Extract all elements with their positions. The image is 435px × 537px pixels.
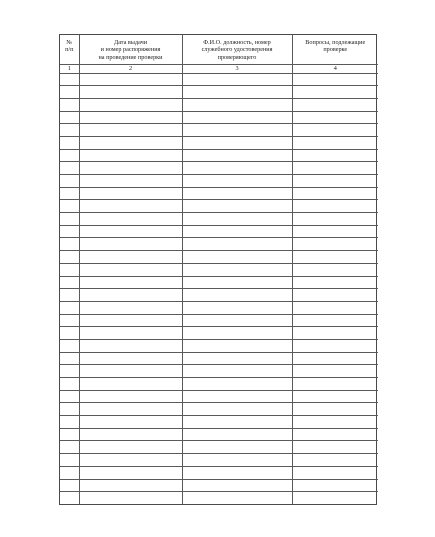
header-questions: Вопросы, подлежащие проверке (292, 35, 378, 64)
table-cell[interactable] (60, 263, 79, 276)
table-cell[interactable] (292, 263, 378, 276)
table-cell[interactable] (79, 441, 182, 454)
table-cell[interactable] (79, 276, 182, 289)
table-cell[interactable] (60, 428, 79, 441)
table-cell[interactable] (60, 492, 79, 505)
table-cell[interactable] (79, 111, 182, 124)
table-cell[interactable] (182, 365, 292, 378)
table-cell[interactable] (79, 492, 182, 505)
table-cell[interactable] (292, 301, 378, 314)
table-cell[interactable] (182, 73, 292, 86)
column-number: 3 (182, 64, 292, 73)
column-number-row (60, 64, 378, 73)
table-cell[interactable] (60, 73, 79, 86)
table-cell[interactable] (182, 479, 292, 492)
table-row (60, 175, 378, 188)
table-cell[interactable] (60, 149, 79, 162)
table-cell[interactable] (60, 301, 79, 314)
table-cell[interactable] (292, 454, 378, 467)
table-cell[interactable] (60, 238, 79, 251)
table-cell[interactable] (292, 314, 378, 327)
table-cell[interactable] (79, 175, 182, 188)
table-cell[interactable] (79, 225, 182, 238)
table-row (60, 111, 378, 124)
table-cell[interactable] (79, 365, 182, 378)
table-cell[interactable] (182, 466, 292, 479)
table-cell[interactable] (292, 225, 378, 238)
table-row (60, 73, 378, 86)
table-cell[interactable] (60, 352, 79, 365)
table-cell[interactable] (79, 200, 182, 213)
table-cell[interactable] (182, 301, 292, 314)
table-cell[interactable] (60, 98, 79, 111)
table-cell[interactable] (292, 200, 378, 213)
table-row (60, 416, 378, 429)
table-cell[interactable] (292, 187, 378, 200)
table-cell[interactable] (292, 149, 378, 162)
table-cell[interactable] (79, 479, 182, 492)
table-cell[interactable] (60, 162, 79, 175)
table-cell[interactable] (182, 403, 292, 416)
table-cell[interactable] (182, 339, 292, 352)
table-cell[interactable] (60, 339, 79, 352)
table-cell[interactable] (79, 301, 182, 314)
table-cell[interactable] (79, 187, 182, 200)
table-cell[interactable] (292, 327, 378, 340)
table-cell[interactable] (79, 352, 182, 365)
table-cell[interactable] (292, 238, 378, 251)
table-cell[interactable] (60, 175, 79, 188)
column-number: 4 (292, 64, 378, 73)
table-row (60, 136, 378, 149)
table-cell[interactable] (292, 365, 378, 378)
table-cell[interactable] (60, 390, 79, 403)
table-cell[interactable] (60, 200, 79, 213)
table-cell[interactable] (79, 339, 182, 352)
table-cell[interactable] (292, 73, 378, 86)
table-cell[interactable] (60, 466, 79, 479)
table-cell[interactable] (292, 403, 378, 416)
table-row (60, 466, 378, 479)
table-cell[interactable] (292, 276, 378, 289)
table-row (60, 390, 378, 403)
header-number: № п/п (60, 35, 79, 64)
table-cell[interactable] (60, 213, 79, 226)
table-cell[interactable] (182, 327, 292, 340)
table-cell[interactable] (79, 73, 182, 86)
table-cell[interactable] (292, 479, 378, 492)
table-cell[interactable] (292, 289, 378, 302)
table-row (60, 225, 378, 238)
table-cell[interactable] (292, 378, 378, 391)
table-cell[interactable] (182, 352, 292, 365)
table-row (60, 339, 378, 352)
table-cell[interactable] (182, 416, 292, 429)
table-row (60, 149, 378, 162)
header-row (60, 35, 378, 64)
table-cell[interactable] (182, 251, 292, 264)
table-cell[interactable] (60, 136, 79, 149)
table-row (60, 251, 378, 264)
header-order-date: Дата выдачи и номер распоряжения на проведение проверки (79, 35, 182, 64)
table-cell[interactable] (182, 390, 292, 403)
table-cell[interactable] (182, 276, 292, 289)
table-cell[interactable] (60, 416, 79, 429)
table-row (60, 200, 378, 213)
table-row (60, 263, 378, 276)
table-cell[interactable] (182, 162, 292, 175)
table-row (60, 86, 378, 99)
table-row (60, 403, 378, 416)
table-cell[interactable] (79, 86, 182, 99)
table-cell[interactable] (292, 98, 378, 111)
table-cell[interactable] (182, 314, 292, 327)
table-cell[interactable] (182, 175, 292, 188)
column-number: 2 (79, 64, 182, 73)
table-cell[interactable] (60, 365, 79, 378)
table-cell[interactable] (292, 428, 378, 441)
table-row (60, 441, 378, 454)
table-cell[interactable] (292, 86, 378, 99)
table-cell[interactable] (79, 263, 182, 276)
table-cell[interactable] (182, 98, 292, 111)
table-cell[interactable] (79, 238, 182, 251)
table-cell[interactable] (60, 479, 79, 492)
table-cell[interactable] (182, 378, 292, 391)
table-cell[interactable] (292, 136, 378, 149)
table-row (60, 187, 378, 200)
table-cell[interactable] (79, 327, 182, 340)
table-cell[interactable] (182, 111, 292, 124)
table-row (60, 289, 378, 302)
table-row (60, 98, 378, 111)
table-row (60, 238, 378, 251)
table-cell[interactable] (60, 251, 79, 264)
table-cell[interactable] (292, 162, 378, 175)
table-cell[interactable] (79, 454, 182, 467)
table-cell[interactable] (60, 327, 79, 340)
table-cell[interactable] (182, 187, 292, 200)
table-cell[interactable] (60, 378, 79, 391)
table-cell[interactable] (182, 200, 292, 213)
table-cell[interactable] (292, 441, 378, 454)
table-cell[interactable] (60, 289, 79, 302)
table-cell[interactable] (182, 441, 292, 454)
table-cell[interactable] (182, 124, 292, 137)
table-cell[interactable] (292, 339, 378, 352)
table-cell[interactable] (292, 111, 378, 124)
table-row (60, 428, 378, 441)
table-cell[interactable] (60, 441, 79, 454)
table-cell[interactable] (79, 466, 182, 479)
table-cell[interactable] (292, 492, 378, 505)
table-row (60, 454, 378, 467)
table-cell[interactable] (292, 213, 378, 226)
table-row (60, 276, 378, 289)
table-cell[interactable] (292, 175, 378, 188)
table-cell[interactable] (60, 276, 79, 289)
table-cell[interactable] (182, 454, 292, 467)
table-cell[interactable] (60, 225, 79, 238)
table-cell[interactable] (79, 149, 182, 162)
table-cell[interactable] (292, 416, 378, 429)
table-row (60, 365, 378, 378)
table-cell[interactable] (79, 251, 182, 264)
table-cell[interactable] (79, 390, 182, 403)
table-cell[interactable] (182, 263, 292, 276)
column-number: 1 (60, 64, 79, 73)
table-cell[interactable] (182, 136, 292, 149)
table-cell[interactable] (182, 492, 292, 505)
table-cell[interactable] (79, 378, 182, 391)
table-cell[interactable] (182, 86, 292, 99)
table-row (60, 124, 378, 137)
table-cell[interactable] (79, 289, 182, 302)
table-cell[interactable] (182, 225, 292, 238)
table-cell[interactable] (182, 213, 292, 226)
table-cell[interactable] (60, 187, 79, 200)
table-cell[interactable] (60, 124, 79, 137)
header-inspector: Ф.И.О. должность, номер служебного удостоверения проверяющего (182, 35, 292, 64)
table-cell[interactable] (79, 213, 182, 226)
table-cell[interactable] (292, 124, 378, 137)
table-cell[interactable] (79, 314, 182, 327)
table-cell[interactable] (182, 238, 292, 251)
table-cell[interactable] (60, 86, 79, 99)
table-cell[interactable] (292, 390, 378, 403)
table-row (60, 314, 378, 327)
table-cell[interactable] (79, 136, 182, 149)
table-row (60, 352, 378, 365)
table-cell[interactable] (182, 149, 292, 162)
table-cell[interactable] (182, 289, 292, 302)
table-cell[interactable] (79, 428, 182, 441)
table-cell[interactable] (79, 98, 182, 111)
table-cell[interactable] (79, 124, 182, 137)
table-cell[interactable] (79, 162, 182, 175)
table-cell[interactable] (60, 111, 79, 124)
table-cell[interactable] (60, 314, 79, 327)
table-cell[interactable] (292, 352, 378, 365)
table-row (60, 301, 378, 314)
table-cell[interactable] (292, 466, 378, 479)
table-row (60, 479, 378, 492)
register-sheet (59, 34, 377, 505)
table-cell[interactable] (60, 454, 79, 467)
table-cell[interactable] (182, 428, 292, 441)
table-cell[interactable] (60, 403, 79, 416)
table-cell[interactable] (292, 251, 378, 264)
table-cell[interactable] (79, 416, 182, 429)
inspection-register-table (60, 35, 378, 504)
table-row (60, 492, 378, 505)
table-row (60, 162, 378, 175)
table-row (60, 327, 378, 340)
table-row (60, 213, 378, 226)
table-cell[interactable] (79, 403, 182, 416)
table-row (60, 378, 378, 391)
